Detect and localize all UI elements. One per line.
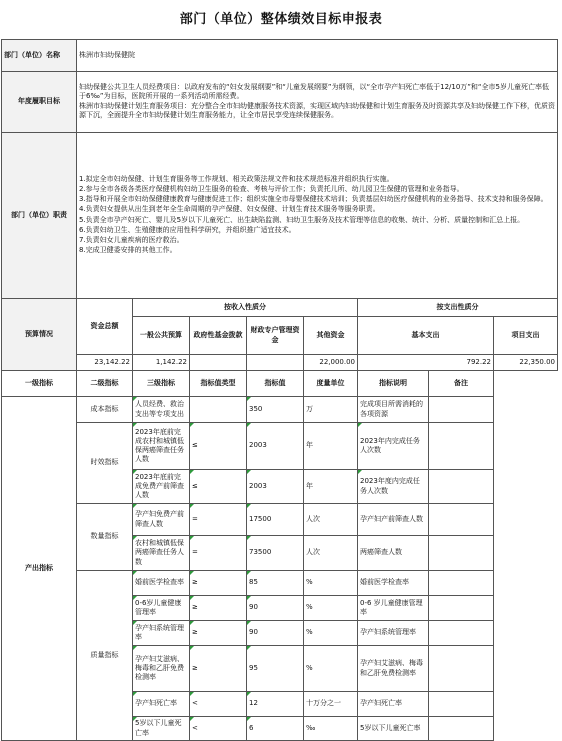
indicator-remark[interactable] [429, 646, 494, 692]
unit-header: 度量单位 [304, 371, 358, 397]
table-row [2, 423, 558, 470]
indicator-unit[interactable]: % [304, 571, 358, 596]
indicator-name[interactable]: 婚前医学检查率 [133, 571, 190, 596]
indicator-desc[interactable]: 婚前医学检查率 [358, 571, 429, 596]
blank-cell [494, 423, 558, 470]
indicator-name[interactable]: 2023年底前完成农村和城镇低保两癌筛查任务人数 [133, 423, 190, 470]
indicator-value[interactable]: 6 [247, 717, 304, 741]
indicator-type[interactable]: ≥ [190, 596, 247, 621]
quantity-indicator-label: 数量指标 [77, 504, 133, 571]
indicator-value[interactable]: 85 [247, 571, 304, 596]
blank-cell [494, 536, 558, 571]
blank-cell [494, 596, 558, 621]
indicator-type[interactable]: = [190, 536, 247, 571]
time-indicator-label: 时效指标 [77, 423, 133, 504]
indicator-unit[interactable]: 万 [304, 397, 358, 423]
indicator-remark[interactable] [429, 470, 494, 504]
indicator-name[interactable]: 孕产妇免费产前筛查人数 [133, 504, 190, 536]
general-budget-value[interactable]: 1,142.22 [133, 355, 190, 371]
indicator-desc[interactable]: 孕产妇艾滋病、梅毒和乙肝免费检测率 [358, 646, 429, 692]
budget-header-row [2, 299, 558, 317]
duty-item: 2.参与全市各级各类医疗保健机构妇幼卫生服务的检查、考核与评价工作；负责托儿所、幼儿园卫生保健的管理和业务指导。 [79, 185, 464, 194]
indicator-type[interactable]: = [190, 504, 247, 536]
project-expense-header: 项目支出 [494, 317, 558, 355]
special-fund-header: 财政专户管理资金 [247, 317, 304, 355]
indicator-unit[interactable]: % [304, 621, 358, 646]
indicator-desc[interactable]: 孕产妇系统管理率 [358, 621, 429, 646]
indicator-remark[interactable] [429, 596, 494, 621]
blank-cell [494, 571, 558, 596]
annual-goal-text[interactable] [77, 72, 558, 133]
desc-header: 指标说明 [358, 371, 429, 397]
duty-item: 6.负责妇幼卫生、生殖健康的应用性科学研究，并组织推广适宜技术。 [79, 225, 296, 234]
indicator-name[interactable]: 孕产妇系统管理率 [133, 621, 190, 646]
annual-goal-label: 年度履职目标 [2, 72, 77, 133]
indicator-value[interactable]: 350 [247, 397, 304, 423]
blank-cell [494, 470, 558, 504]
indicator-name[interactable]: 孕产妇死亡率 [133, 692, 190, 717]
indicator-value[interactable]: 95 [247, 646, 304, 692]
basic-expense-header: 基本支出 [358, 317, 494, 355]
gov-fund-value[interactable] [190, 355, 247, 371]
indicator-type[interactable]: ≤ [190, 470, 247, 504]
l1-header: 一级指标 [2, 371, 77, 397]
quality-indicator-label: 质量指标 [77, 571, 133, 741]
indicator-type[interactable]: < [190, 692, 247, 717]
indicator-type[interactable]: ≥ [190, 646, 247, 692]
annual-goal-row [2, 72, 558, 133]
indicator-name[interactable]: 人员经费、救治支出等专项支出 [133, 397, 190, 423]
table-row [2, 504, 558, 536]
indicator-remark[interactable] [429, 423, 494, 470]
indicator-remark[interactable] [429, 692, 494, 717]
indicator-type[interactable]: < [190, 717, 247, 741]
unit-row [2, 40, 558, 72]
annual-goal-paragraph: 株洲市妇幼保健计划生育服务项目：充分整合全市妇幼健康服务技术资源，实现区域内妇幼保健和计划生育服务及时资源共享及妇幼保健工作下移，优质资源下沉，全面提升全市妇幼保健计划生育服务能力，让全市居民享受连续保健服务。 [79, 102, 555, 120]
other-fund-value[interactable]: 22,000.00 [304, 355, 358, 371]
remark-header: 备注 [429, 371, 494, 397]
indicator-remark[interactable] [429, 621, 494, 646]
indicator-value[interactable]: 73500 [247, 536, 304, 571]
indicator-desc[interactable]: 两癌筛查人数 [358, 536, 429, 571]
indicator-unit[interactable]: 人次 [304, 536, 358, 571]
total-value[interactable]: 23,142.22 [77, 355, 133, 371]
duty-item: 4.负责妇女提供从出生到老年全生命周期的孕产保健、妇女保健、计划生育技术服务等服务职责。 [79, 205, 380, 214]
indicator-type[interactable] [190, 397, 247, 423]
indicator-desc[interactable]: 孕产妇死亡率 [358, 692, 429, 717]
indicator-header-row [2, 371, 558, 397]
indicator-value[interactable]: 90 [247, 621, 304, 646]
basic-expense-value[interactable]: 792.22 [358, 355, 494, 371]
budget-values-row [2, 355, 558, 371]
table-row [2, 571, 558, 596]
duties-text[interactable] [77, 133, 558, 299]
blank-cell [494, 646, 558, 692]
gov-fund-header: 政府性基金拨款 [190, 317, 247, 355]
indicator-value[interactable]: 2003 [247, 423, 304, 470]
indicator-remark[interactable] [429, 397, 494, 423]
indicator-name[interactable]: 孕产妇艾滋病、梅毒和乙肝免费检测率 [133, 646, 190, 692]
indicator-type[interactable]: ≥ [190, 571, 247, 596]
type-header: 指标值类型 [190, 371, 247, 397]
l2-header: 二级指标 [77, 371, 133, 397]
special-fund-value[interactable] [247, 355, 304, 371]
indicator-unit[interactable]: 人次 [304, 504, 358, 536]
blank-cell [494, 621, 558, 646]
l3-header: 三级指标 [133, 371, 190, 397]
cost-indicator-label: 成本指标 [77, 397, 133, 423]
income-header: 按收入性质分 [133, 299, 358, 317]
l1-output-label: 产出指标 [2, 397, 77, 741]
indicator-unit[interactable]: 十万分之一 [304, 692, 358, 717]
blank-cell [494, 504, 558, 536]
indicator-remark[interactable] [429, 536, 494, 571]
indicator-desc[interactable]: 0-6 岁儿童健康管理率 [358, 596, 429, 621]
annual-goal-paragraph: 妇幼保健公共卫生人员经费项目：以政府发布的“妇女发展纲要”和“儿童发展纲要”为纲领，以“全市孕产妇死亡率低于12/10万”和“全市5岁儿童死亡率低于6‰”为目标，医院所开展的一系列活动所需经费。 [79, 82, 550, 100]
indicator-unit[interactable]: ‰ [304, 717, 358, 741]
blank-cell [494, 397, 558, 423]
duty-item: 7.负责妇女儿童疾病的医疗救治。 [79, 235, 184, 244]
indicator-name[interactable]: 5岁以下儿童死亡率 [133, 717, 190, 741]
indicator-desc[interactable]: 2023年内完成任务人次数 [358, 423, 429, 470]
project-expense-value[interactable]: 22,350.00 [494, 355, 558, 371]
indicator-desc[interactable]: 完成项目所需消耗的各项资源 [358, 397, 429, 423]
indicator-type[interactable]: ≤ [190, 423, 247, 470]
page-title: 部门（单位）整体绩效目标申报表 [179, 12, 383, 27]
duties-row [2, 133, 558, 299]
indicator-value[interactable]: 12 [247, 692, 304, 717]
blank-cell [494, 371, 558, 397]
unit-value[interactable]: 株洲市妇幼保健院 [77, 40, 558, 72]
expense-header: 按支出性质分 [358, 299, 558, 317]
blank-cell [494, 692, 558, 717]
table-row [2, 397, 558, 423]
budget-label: 预算情况 [2, 299, 77, 371]
indicator-name[interactable]: 2023年底前完成免费产前筛查人数 [133, 470, 190, 504]
indicator-value[interactable]: 17500 [247, 504, 304, 536]
indicator-unit[interactable]: % [304, 596, 358, 621]
budget-total-header: 资金总额 [77, 299, 133, 355]
duties-label: 部门（单位）职责 [2, 133, 77, 299]
indicator-desc[interactable]: 5岁以下儿童死亡率 [358, 717, 429, 741]
indicator-remark[interactable] [429, 571, 494, 596]
indicator-unit[interactable]: 年 [304, 470, 358, 504]
unit-label: 部门（单位）名称 [2, 40, 77, 72]
indicator-name[interactable]: 农村和城镇低保两癌筛查任务人数 [133, 536, 190, 571]
indicator-type[interactable]: ≥ [190, 621, 247, 646]
duty-item: 8.完成卫健委安排的其他工作。 [79, 245, 177, 254]
duty-item: 3.指导和开展全市妇幼保健健康教育与健康促进工作；组织实施全市母婴保健技术培训；负责基层妇幼医疗保健机构的业务指导、技术支持和服务保障。 [79, 195, 548, 204]
other-fund-header: 其他资金 [304, 317, 358, 355]
value-header: 指标值 [247, 371, 304, 397]
duty-item: 1.拟定全市妇幼保健、计划生育服务等工作规划、相关政策法规文件和技术规范标准并组织执行实施。 [79, 175, 394, 184]
indicator-unit[interactable]: % [304, 646, 358, 692]
indicator-desc[interactable]: 2023年度内完成任务人次数 [358, 470, 429, 504]
general-budget-header: 一般公共预算 [133, 317, 190, 355]
indicator-name[interactable]: 0-6岁儿童健康管理率 [133, 596, 190, 621]
indicator-remark[interactable] [429, 504, 494, 536]
goal-form-table [1, 39, 558, 741]
indicator-desc[interactable]: 孕产妇产前筛查人数 [358, 504, 429, 536]
duty-item: 5.负责全市孕产妇死亡、婴儿及5岁以下儿童死亡、出生缺陷监测、妇幼卫生服务及技术管理等信息的收集、统计、分析、质量控制和汇总上报。 [79, 215, 525, 224]
indicator-unit[interactable]: 年 [304, 423, 358, 470]
indicator-value[interactable]: 2003 [247, 470, 304, 504]
indicator-value[interactable]: 90 [247, 596, 304, 621]
